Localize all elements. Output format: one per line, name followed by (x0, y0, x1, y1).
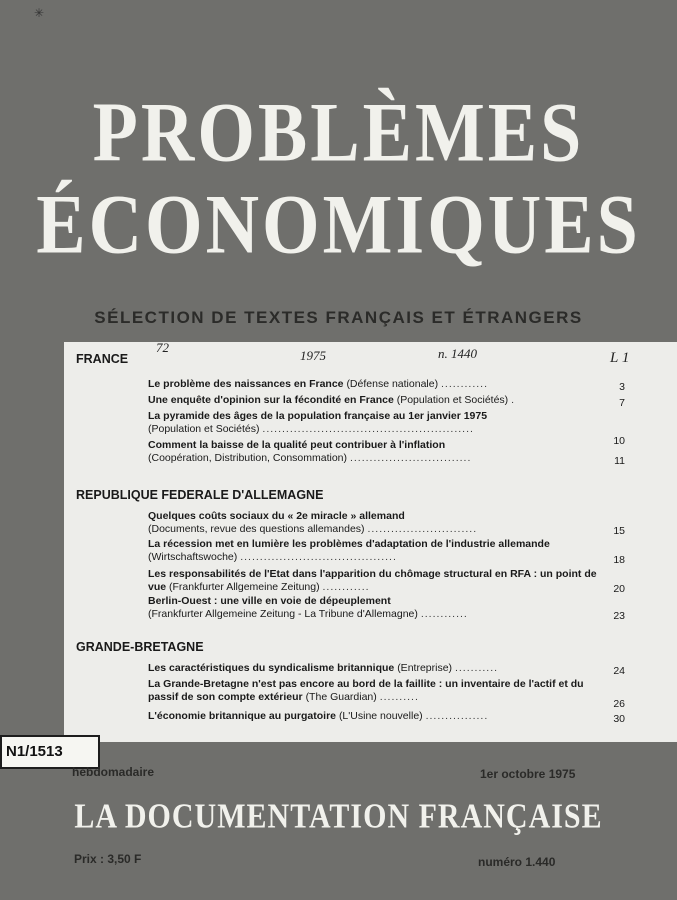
toc-entry: Les caractéristiques du syndicalisme britannique (Entreprise) ........... (148, 662, 499, 674)
page-number: 18 (613, 554, 625, 566)
page-number: 3 (619, 381, 625, 393)
toc-entry: La récession met en lumière les problèmes d'adaptation de l'industrie allemande (Wirtschaftswoche) ........................................ (148, 538, 550, 563)
section-heading-gb: GRANDE-BRETAGNE (76, 640, 204, 654)
toc-entry: Quelques coûts sociaux du « 2e miracle » allemand (Documents, revue des questions allemandes) ............................ (148, 510, 478, 535)
title-line-2: ÉCONOMIQUES (36, 177, 641, 273)
page-number: 10 (613, 435, 625, 447)
page-number: 30 (613, 713, 625, 725)
handwritten-note: n. 1440 (438, 346, 477, 361)
publisher-name: LA DOCUMENTATION FRANÇAISE (74, 797, 603, 836)
title-line-1: PROBLÈMES (92, 85, 585, 181)
section-heading-rfa: REPUBLIQUE FEDERALE D'ALLEMAGNE (76, 488, 324, 502)
issue-date: 1er octobre 1975 (480, 767, 576, 781)
toc-entry: Berlin-Ouest : une ville en voie de dépeuplement (Frankfurter Allgemeine Zeitung - La Tribune d'Allemagne) ............ (148, 595, 468, 620)
section-heading-france: FRANCE (76, 352, 129, 366)
page-number: 7 (619, 397, 625, 409)
frequency-label: hebdomadaire (72, 765, 155, 779)
library-stamp: N1/1513 (0, 735, 100, 769)
page-number: 24 (613, 665, 625, 677)
table-of-contents (64, 342, 677, 742)
issue-number: numéro 1.440 (478, 855, 556, 869)
subtitle: SÉLECTION DE TEXTES FRANÇAIS ET ÉTRANGERS (94, 308, 583, 327)
toc-entry: La pyramide des âges de la population française au 1er janvier 1975 (Population et Sociétés) ...................................................... (148, 410, 488, 435)
toc-entry: Comment la baisse de la qualité peut contribuer à l'inflation (Coopération, Distribution, Consommation) ............................... (148, 439, 472, 464)
price-label: Prix : 3,50 F (74, 852, 142, 866)
page-number: 23 (613, 610, 625, 622)
handwritten-note: 1975 (300, 348, 326, 363)
corner-mark-icon: ✳ (34, 6, 45, 20)
toc-entry: Les responsabilités de l'Etat dans l'apparition du chômage structural en RFA : un point de vue (Frankfurter Allgemeine Zeitung) ............ (148, 568, 597, 593)
toc-entry: Le problème des naissances en France (Défense nationale) ............ (148, 378, 489, 390)
handwritten-note: L 1 (610, 350, 630, 366)
toc-entry: Une enquête d'opinion sur la fécondité en France (Population et Sociétés) . (148, 394, 516, 406)
page-number: 15 (613, 525, 625, 537)
page-number: 26 (613, 698, 625, 710)
toc-entry: L'économie britannique au purgatoire (L'Usine nouvelle) ................ (148, 710, 489, 722)
toc-entry: La Grande-Bretagne n'est pas encore au bord de la faillite : un inventaire de l'actif et du passif de son compte extérieur (The Guardian) .......... (148, 678, 584, 703)
handwritten-note: 72 (156, 340, 169, 355)
page-number: 11 (614, 455, 625, 467)
page-number: 20 (613, 583, 625, 595)
